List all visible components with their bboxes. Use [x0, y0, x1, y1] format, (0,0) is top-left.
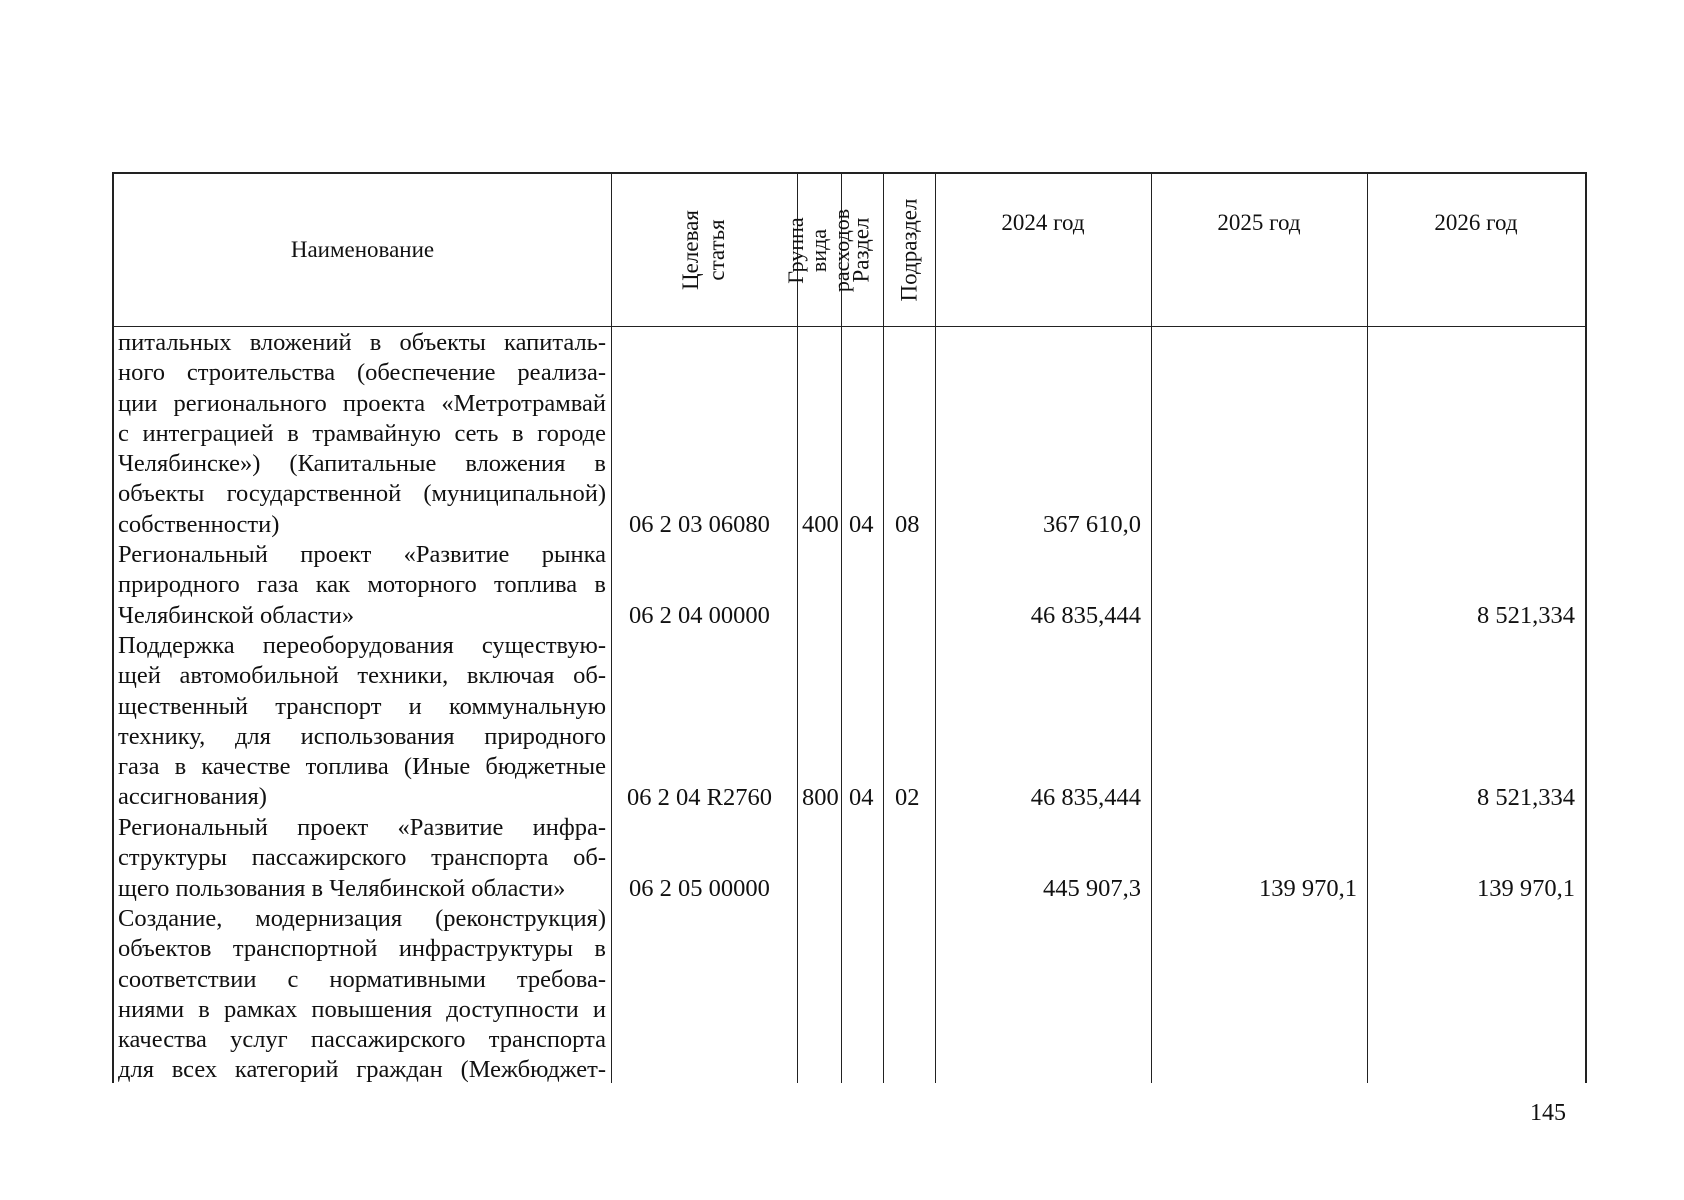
value-2024: 46 835,444 [1030, 784, 1141, 811]
name-line: Региональный проект «Развитие инфра- [118, 814, 606, 841]
name-line: технику, для использования природного [118, 722, 606, 750]
name-line: объектов транспортной инфраструктуры в [118, 935, 606, 963]
name-line: питальных вложений в объекты капиталь- [118, 329, 606, 356]
header-section-label: Раздел [849, 217, 874, 283]
subsection-value: 02 [895, 784, 920, 811]
col-divider [1151, 174, 1152, 1083]
name-line: Создание, модернизация (реконструкция) [118, 905, 606, 932]
table-row-name [118, 631, 606, 813]
header-2025-label: 2025 год [1217, 210, 1301, 235]
name-line: щей автомобильной техники, включая об- [118, 662, 606, 690]
header-subsection-label: Подраздел [896, 198, 922, 302]
page-number: 145 [1530, 1100, 1566, 1126]
name-line: ниями в рамках повышения доступности и [118, 995, 606, 1023]
name-line: ного строительства (обеспечение реализа- [118, 359, 606, 387]
name-line: Региональный проект «Развитие рынка [118, 541, 606, 568]
value-2026: 139 970,1 [1477, 875, 1575, 902]
header-expense-group-label: Группа вида расходов [783, 208, 855, 292]
name-line: структуры пассажирского транспорта об- [118, 844, 606, 872]
name-line: качества услуг пассажирского транспорта [118, 1026, 606, 1054]
value-2024: 46 835,444 [1030, 602, 1141, 629]
table-row-name [118, 328, 606, 540]
subsection-value: 08 [895, 511, 920, 538]
expense-group-value: 400 [802, 511, 839, 538]
value-2025: 139 970,1 [1259, 875, 1357, 902]
header-section [841, 174, 883, 326]
name-line: Поддержка переоборудования существую- [118, 632, 606, 659]
header-target-article-label: Целевая статья [678, 210, 729, 290]
name-line: щественный транспорт и коммунальную [118, 692, 606, 720]
value-2024: 367 610,0 [1043, 511, 1141, 538]
name-line: Челябинской области» [118, 601, 355, 629]
value-2026: 8 521,334 [1477, 602, 1575, 629]
budget-table [112, 172, 1587, 1083]
header-expense-group [783, 174, 855, 326]
name-line: объекты государственной (муниципальной) [118, 480, 606, 508]
section-value: 04 [849, 784, 874, 811]
header-2025 [1151, 208, 1367, 238]
name-line: для всех категорий граждан (Межбюджет- [118, 1056, 606, 1084]
header-2024 [935, 208, 1151, 238]
target-article-value: 06 2 04 00000 [629, 602, 770, 629]
header-2024-label: 2024 год [1001, 210, 1085, 235]
table-row-name [118, 813, 606, 904]
header-divider [114, 326, 1585, 327]
name-line: с интеграцией в трамвайную сеть в городе [118, 419, 606, 447]
table-row-name [118, 540, 606, 631]
target-article-value: 06 2 05 00000 [629, 875, 770, 902]
name-line: соответствии с нормативными требова- [118, 965, 606, 993]
name-line: щего пользования в Челябинской области» [118, 874, 566, 902]
header-subsection [883, 174, 935, 326]
section-value: 04 [849, 511, 874, 538]
header-target-article [611, 174, 797, 326]
name-line: ции регионального проекта «Метротрамвай [118, 389, 606, 417]
expense-group-value: 800 [802, 784, 839, 811]
name-line: собственности) [118, 510, 280, 538]
header-name [114, 174, 611, 326]
name-line: газа в качестве топлива (Иные бюджетные [118, 753, 606, 781]
target-article-value: 06 2 03 06080 [629, 511, 770, 538]
name-line: Челябинске») (Капитальные вложения в [118, 450, 606, 478]
header-2026 [1367, 208, 1585, 238]
header-2026-label: 2026 год [1434, 210, 1518, 235]
value-2026: 8 521,334 [1477, 784, 1575, 811]
name-line: природного газа как моторного топлива в [118, 571, 606, 599]
name-line: ассигнования) [118, 783, 267, 811]
table-row-name [118, 904, 606, 1086]
target-article-value: 06 2 04 R2760 [627, 784, 772, 811]
value-2024: 445 907,3 [1043, 875, 1141, 902]
header-name-label: Наименование [290, 237, 435, 262]
